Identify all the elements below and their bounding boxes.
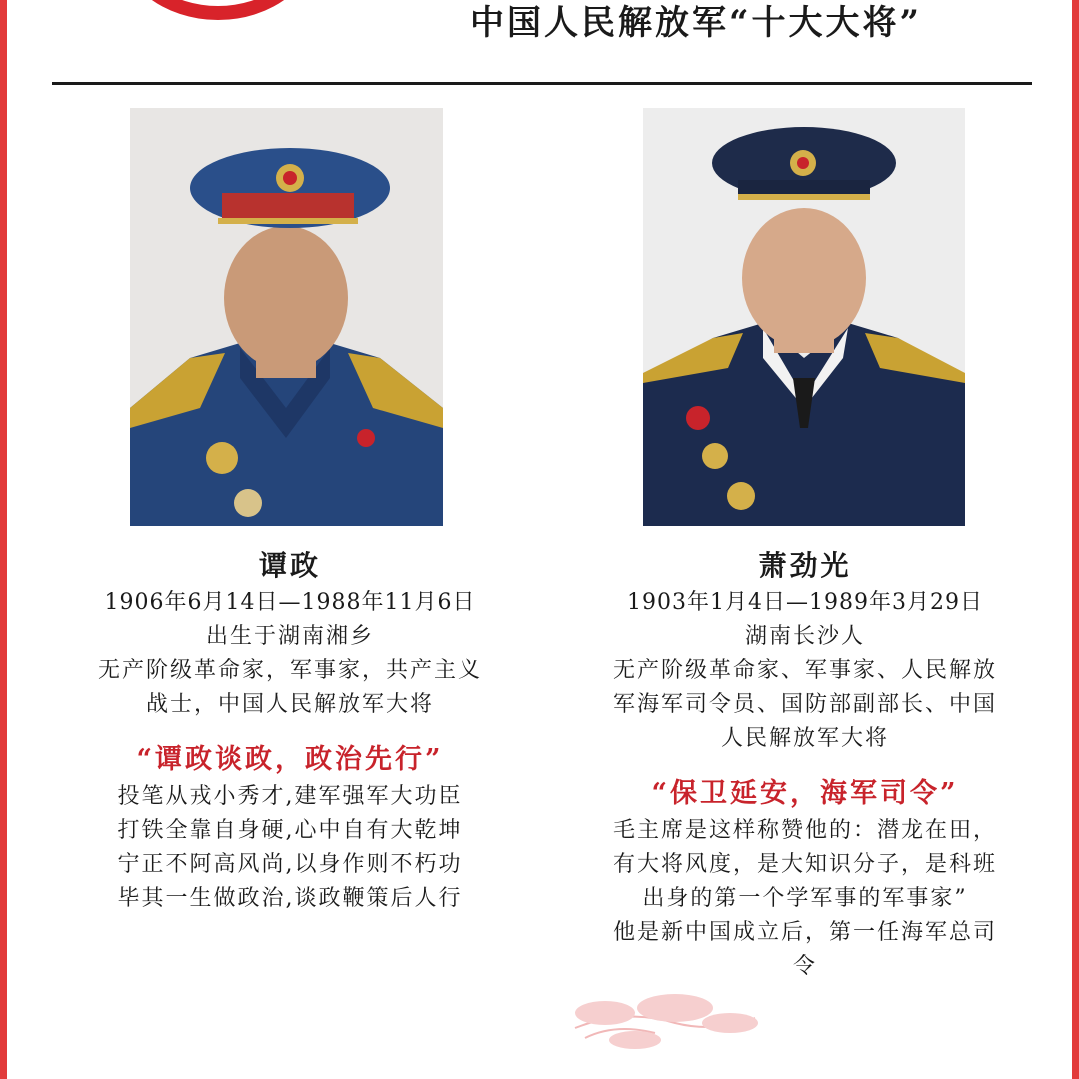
page-title: 中国人民解放军“十大大将” (470, 3, 923, 43)
poem-line: 有大将风度，是大知识分子，是科班 (612, 852, 997, 877)
poem-line: 毕其一生做政治,谈政鞭策后人行 (117, 886, 463, 911)
general-description-line: 人民解放军大将 (720, 726, 889, 751)
general-description-line: 军海军司令员、国防部副部长、中国 (612, 692, 997, 717)
general-info-left (40, 546, 540, 916)
general-dates: 1906年6月14日—1988年11月6日 (104, 590, 476, 615)
general-motto: “谭政谈政，政治先行” (136, 744, 444, 775)
general-info-right (560, 546, 1050, 984)
general-name: 萧劲光 (758, 549, 852, 582)
poem-line: 他是新中国成立后，第一任海军总司 (612, 920, 997, 945)
general-description-line: 无产阶级革命家、军事家、人民解放 (612, 658, 997, 683)
general-dates: 1903年1月4日—1989年3月29日 (627, 590, 983, 615)
poem-line: 投笔从戎小秀才,建军强军大功臣 (117, 784, 463, 809)
logo-emblem-icon (118, 0, 318, 20)
right-border (1072, 0, 1079, 1079)
pine-branch-icon (565, 968, 765, 1058)
general-birthplace: 出生于湖南湘乡 (205, 624, 374, 649)
title-divider (52, 82, 1032, 85)
portrait-tan-zheng (130, 108, 443, 526)
poem-line: 毛主席是这样称赞他的：潜龙在田， (612, 818, 997, 843)
general-name: 谭政 (258, 549, 321, 582)
left-border (0, 0, 7, 1079)
poem-line: 出身的第一个学军事的军事家” (642, 886, 968, 911)
general-birthplace: 湖南长沙人 (744, 624, 865, 649)
portrait-xiao-jinguang (643, 108, 965, 526)
poem-line: 令 (792, 954, 817, 979)
poem-line: 宁正不阿高风尚,以身作则不朽功 (117, 852, 463, 877)
general-motto: “保卫延安，海军司令” (651, 778, 959, 809)
general-description-line: 无产阶级革命家，军事家，共产主义 (97, 658, 482, 683)
general-description-line: 战士，中国人民解放军大将 (145, 692, 434, 717)
poem-line: 打铁全靠自身硬,心中自有大乾坤 (117, 818, 463, 843)
